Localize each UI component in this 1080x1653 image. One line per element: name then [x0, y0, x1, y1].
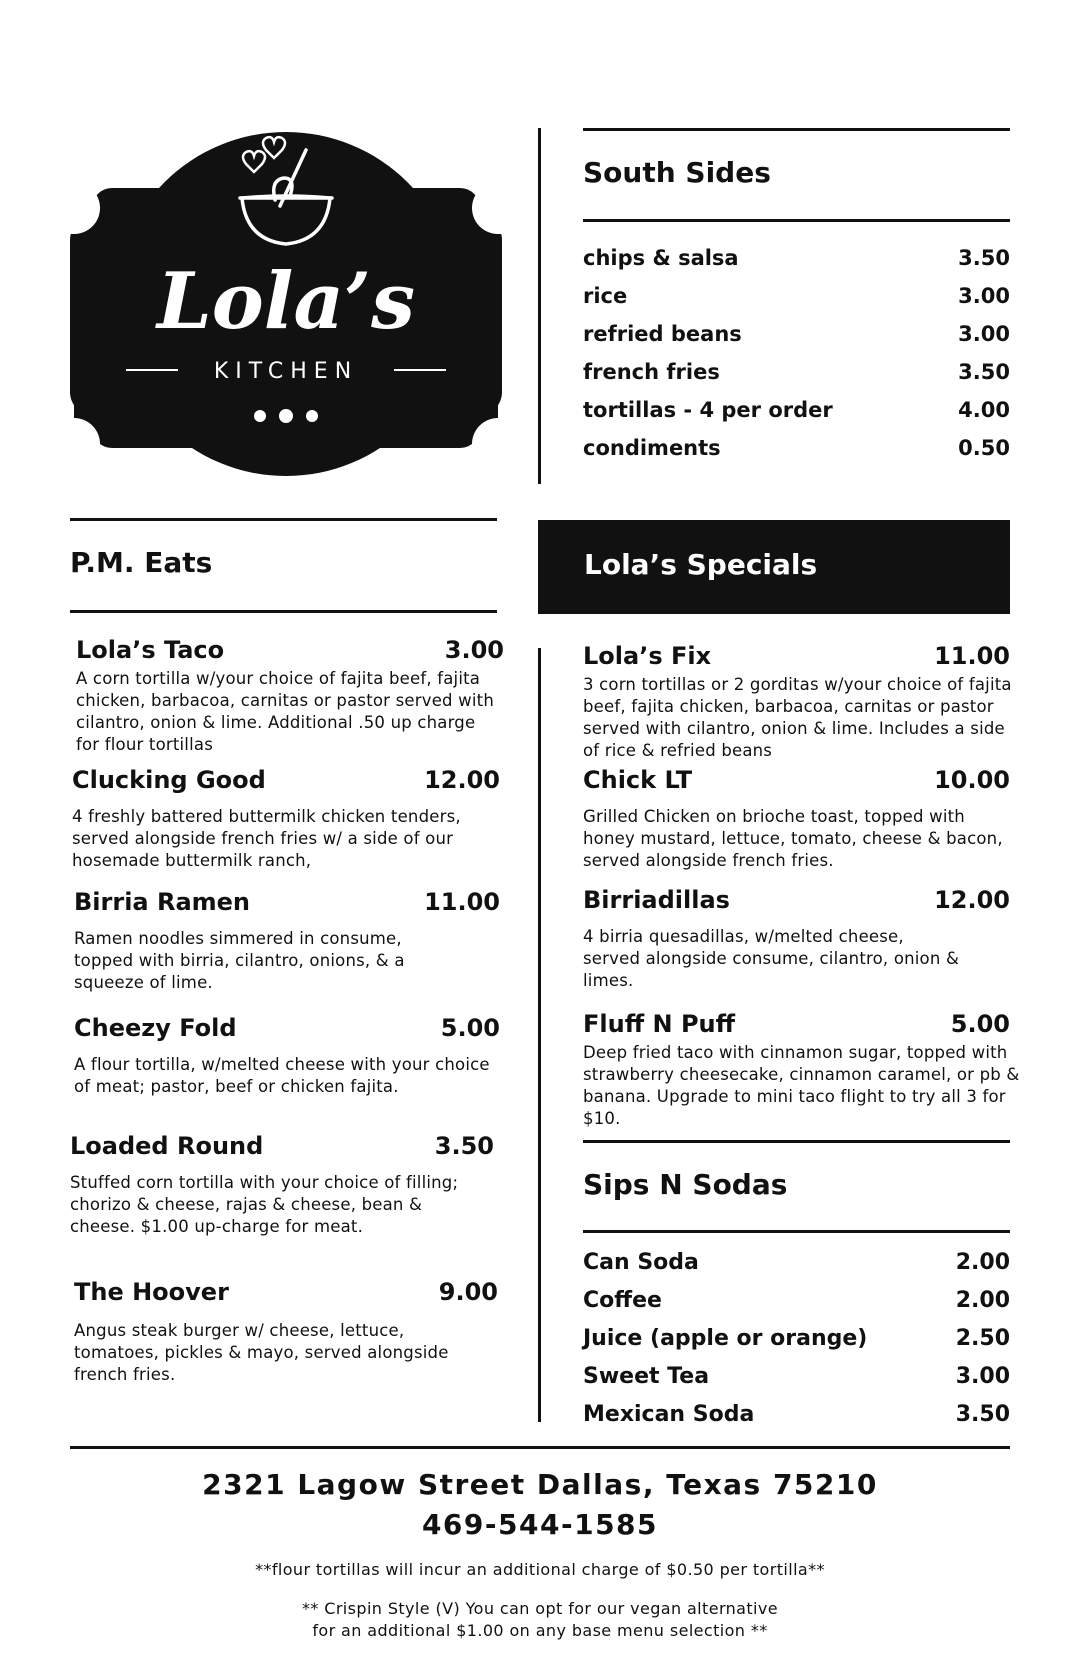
list-item — [583, 436, 1010, 460]
list-item — [583, 1250, 1010, 1275]
item-name: tortillas - 4 per order — [583, 398, 833, 422]
item-price: 5.00 — [440, 1014, 500, 1042]
item-description: A corn tortilla w/your choice of fajita beef, fajita chicken, barbacoa, carnitas or pastor served with cilantro, onion & lime. Additional .50 up charge for flour tortillas — [76, 669, 494, 754]
item-price: 3.00 — [958, 322, 1010, 346]
item-description: A flour tortilla, w/melted cheese with your choice of meat; pastor, beef or chicken fajita. — [74, 1055, 490, 1096]
menu-item — [583, 1010, 1020, 1130]
item-price: 10.00 — [934, 766, 1010, 794]
item-price: 3.00 — [955, 1364, 1010, 1389]
rule — [70, 610, 497, 613]
logo-badge — [70, 128, 502, 492]
list-item — [583, 1288, 1010, 1313]
item-name: Mexican Soda — [583, 1402, 755, 1427]
restaurant-logo — [70, 128, 502, 492]
item-description: Ramen noodles simmered in consume, topped with birria, cilantro, onions, & a squeeze of lime. — [74, 929, 405, 992]
rule — [583, 1140, 1010, 1143]
item-price: 0.50 — [958, 436, 1010, 460]
list-item — [583, 1326, 1010, 1351]
vegan-note-line1: ** Crispin Style (V) You can opt for our vegan alternative — [301, 1599, 779, 1618]
item-price: 12.00 — [424, 766, 500, 794]
item-name: Chick LT — [583, 766, 693, 794]
menu-item — [74, 1278, 498, 1386]
item-name: Lola’s Taco — [76, 636, 225, 664]
item-description: 4 birria quesadillas, w/melted cheese, served alongside consume, cilantro, onion & limes. — [583, 927, 960, 990]
specials-banner — [538, 520, 1010, 614]
flour-tortilla-note: **flour tortillas will incur an additional charge of $0.50 per tortilla** — [255, 1560, 825, 1579]
menu-item — [74, 888, 500, 994]
item-price: 4.00 — [958, 398, 1010, 422]
item-name: The Hoover — [74, 1278, 229, 1306]
list-item — [583, 284, 1010, 308]
rule — [70, 1446, 1010, 1449]
menu-item — [76, 636, 504, 756]
item-price: 3.50 — [958, 246, 1010, 270]
item-price: 2.00 — [955, 1288, 1010, 1313]
menu-item — [583, 886, 1010, 992]
item-price: 3.00 — [444, 636, 504, 664]
specials-title: Lola’s Specials — [584, 548, 818, 581]
item-price: 9.00 — [438, 1278, 498, 1306]
item-description: 4 freshly battered buttermilk chicken tenders, served alongside french fries w/ a side of our hosemade buttermilk ranch, — [72, 807, 461, 870]
item-name: condiments — [583, 436, 721, 460]
menu-item — [74, 1014, 500, 1098]
divider-vertical-bottom — [538, 648, 541, 1422]
rule — [583, 128, 1010, 131]
list-item — [583, 1402, 1010, 1427]
item-name: Juice (apple or orange) — [583, 1326, 868, 1351]
item-name: Cheezy Fold — [74, 1014, 237, 1042]
item-price: 2.50 — [955, 1326, 1010, 1351]
item-price: 12.00 — [934, 886, 1010, 914]
rule — [583, 1230, 1010, 1233]
item-description: 3 corn tortillas or 2 gorditas w/your choice of fajita beef, fajita chicken, barbacoa, carnitas or pastor served with cilantro, onion & lime. Includes a side of rice & refried beans — [583, 675, 1012, 760]
list-item — [583, 360, 1010, 384]
item-name: Clucking Good — [72, 766, 266, 794]
logo-subtitle: KITCHEN — [213, 359, 359, 384]
item-price: 3.50 — [958, 360, 1010, 384]
item-price: 3.00 — [958, 284, 1010, 308]
list-item — [583, 1364, 1010, 1389]
menu-item — [583, 642, 1010, 762]
item-price: 3.50 — [955, 1402, 1010, 1427]
item-price: 11.00 — [424, 888, 500, 916]
sips-title: Sips N Sodas — [583, 1168, 788, 1201]
list-item — [583, 246, 1010, 270]
address: 2321 Lagow Street Dallas, Texas 75210 — [202, 1468, 878, 1501]
phone-number: 469-544-1585 — [421, 1508, 659, 1541]
pm-eats-title: P.M. Eats — [70, 546, 213, 579]
item-name: refried beans — [583, 322, 742, 346]
item-name: french fries — [583, 360, 720, 384]
list-item — [583, 322, 1010, 346]
item-name: Coffee — [583, 1288, 662, 1313]
item-name: rice — [583, 284, 628, 308]
list-item — [583, 398, 1010, 422]
item-price: 11.00 — [934, 642, 1010, 670]
vegan-note-line2: for an additional $1.00 on any base menu selection ** — [312, 1621, 768, 1640]
menu-item — [72, 766, 500, 872]
rule — [70, 518, 497, 521]
item-price: 5.00 — [950, 1010, 1010, 1038]
item-name: Birriadillas — [583, 886, 730, 914]
item-name: chips & salsa — [583, 246, 739, 270]
item-name: Can Soda — [583, 1250, 699, 1275]
south-sides-title: South Sides — [583, 156, 771, 189]
item-name: Loaded Round — [70, 1132, 264, 1160]
rule — [583, 219, 1010, 222]
item-name: Lola’s Fix — [583, 642, 712, 670]
item-description: Grilled Chicken on brioche toast, topped with honey mustard, lettuce, tomato, cheese & bacon, served alongside french fries. — [583, 807, 1003, 870]
item-description: Stuffed corn tortilla with your choice of filling; chorizo & cheese, rajas & cheese, bean & cheese. $1.00 up-charge for meat. — [70, 1173, 459, 1236]
item-name: Sweet Tea — [583, 1364, 710, 1389]
item-price: 3.50 — [434, 1132, 494, 1160]
item-price: 2.00 — [955, 1250, 1010, 1275]
item-name: Fluff N Puff — [583, 1010, 736, 1038]
item-description: Deep fried taco with cinnamon sugar, topped with strawberry cheesecake, cinnamon caramel, or pb & banana. Upgrade to mini taco flight to try all 3 for $10. — [583, 1043, 1020, 1128]
item-description: Angus steak burger w/ cheese, lettuce, tomatoes, pickles & mayo, served alongside french fries. — [74, 1321, 449, 1384]
menu-item — [583, 766, 1010, 872]
logo-name: Lola’s — [156, 256, 416, 347]
item-name: Birria Ramen — [74, 888, 251, 916]
menu-item — [70, 1132, 494, 1238]
divider-vertical-top — [538, 128, 541, 484]
